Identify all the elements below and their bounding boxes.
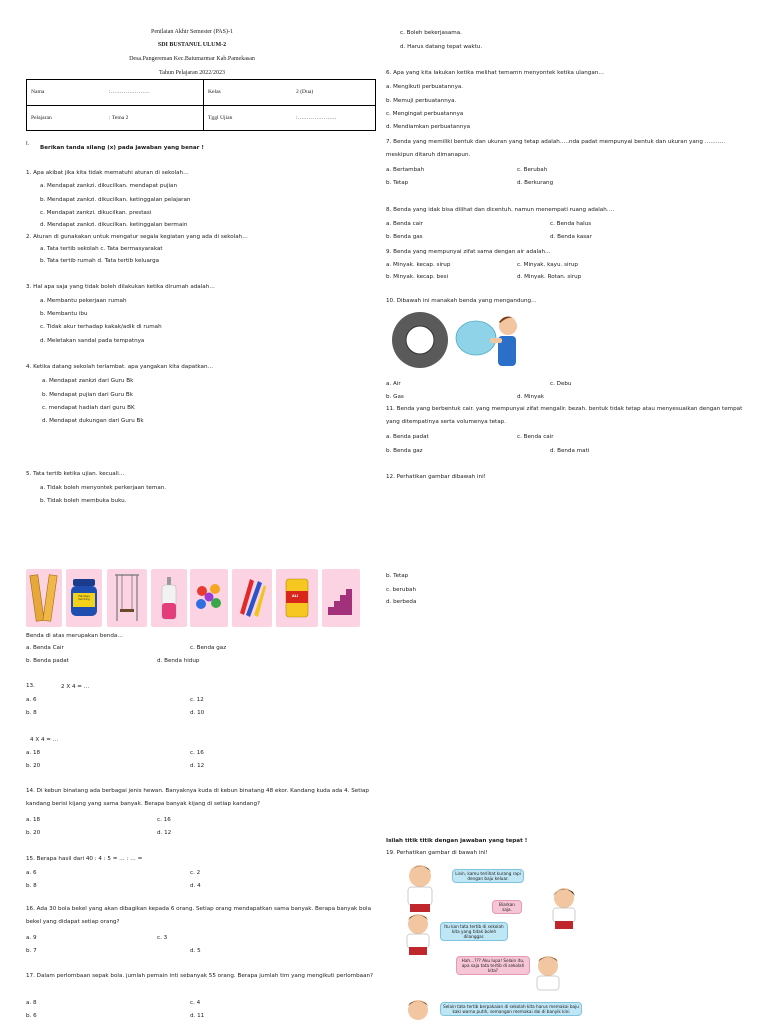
q13b-option-b[interactable]: b. 20 [26,763,41,769]
picture-butter-jar [66,569,102,627]
q10-illustration [386,308,536,374]
tgl-value: :………………… [292,105,376,131]
pictures-caption: Benda di atas merupakan benda… [26,633,123,639]
picture-stairs-block [322,569,360,627]
q6-option-b[interactable]: b. Memuji perbuatannya. [386,98,457,104]
header-address: Desa.Pangereman Kec.Batumarmar Kab.Pamekasan [129,56,255,62]
q16-option-c[interactable]: c. 3 [157,935,168,941]
q15-option-b[interactable]: b. 8 [26,883,37,889]
q19-question: 19. Perhatikan gambar di bawah ini! [386,850,488,856]
q17-option-d[interactable]: d. 11 [190,1013,205,1019]
q17-option-c[interactable]: c. 4 [190,1000,201,1006]
q15-option-a[interactable]: a. 6 [26,870,37,876]
q13b-option-c[interactable]: c. 16 [190,750,204,756]
q11-option-b[interactable]: b. Benda gaz [386,448,423,454]
q17-option-b[interactable]: b. 6 [26,1013,37,1019]
q16-option-b[interactable]: b. 7 [26,948,37,954]
section1-title: Berikan tanda silang (x) pada jawaban yang benar ! [40,145,204,151]
header-line-1: Penilaian Akhir Semester (PAS)-1 [151,29,233,35]
comic-characters-icon [398,860,583,1024]
q14-option-c[interactable]: c. 16 [157,817,171,823]
q12-option-c[interactable]: c. berubah [386,587,416,593]
jar-label: Mentega Kambing [78,595,90,602]
q8-option-b[interactable]: b. Benda gas [386,234,423,240]
q4-option-c[interactable]: c. mendapat hadiah dari guru BK [42,405,135,411]
q15-option-d[interactable]: d. 4 [190,883,201,889]
q3-option-b[interactable]: b. Membantu ibu [40,311,88,317]
q5-option-c[interactable]: c. Boleh bekerjasama. [400,30,462,36]
q7-question: 7. Benda yang memiliki bentuk dan ukuran yang tetap adalah…..nda padat mempunyai bentuk dan ukuran yang ……….. meskipun ditaruh dimanapun. [386,139,726,158]
q5-option-d[interactable]: d. Harus datang tepat waktu. [400,44,483,50]
q10-option-a[interactable]: a. Air [386,381,401,387]
pictures-option-a[interactable]: a. Benda Cair [26,645,64,651]
q5-option-b[interactable]: b. Tidak boleh membuka buku. [40,498,127,504]
student-info-table [26,79,376,131]
picture-wooden-sticks [26,569,62,627]
q8-option-c[interactable]: c. Benda halus [550,221,592,227]
comic-bubble-3: Itu kan tata tertib di sekolah kita yang tidak boleh dilanggar. [440,922,508,941]
q11-option-a[interactable]: a. Benda padat [386,434,429,440]
bottle-icon [151,569,187,627]
q11-option-c[interactable]: c. Benda cair [517,434,554,440]
q12-option-d[interactable]: d. berbeda [386,599,417,605]
q2-options-bd[interactable]: b. Tata tertib rumah d. Tata tertib keluarga [40,258,160,264]
q13-expression: 2 X 4 = … [61,684,90,690]
q6-option-a[interactable]: a. Mengikuti perbuatannya. [386,84,464,90]
wood-sticks-icon [26,569,62,627]
q13b-expression: 4 X 4 = … [30,737,59,743]
stairs-icon [322,569,360,627]
q5-option-a[interactable]: a. Tidak boleh menyontek perkerjaan teman. [40,485,167,491]
can-label: ALI [292,594,299,598]
section1-number: I. [26,141,30,147]
q12-question: 12. Perhatikan gambar dibawah ini! [386,474,486,480]
q13-option-b[interactable]: b. 8 [26,710,37,716]
q2-options-ac[interactable]: a. Tata tertib sekolah c. Tata bermasyarakat [40,246,163,252]
q14-question: 14. Di kebun binatang ada berbagai jenis hewan. Banyaknya kuda di kebun binatang 48 ekor. Kandang kuda ada 4. Setiap kandang berisi kijang yang sama banyak. Berapa banyak kijang di setiap kandang? [26,788,369,807]
pelajaran-value: : Tema 2 [105,105,204,131]
q17-question: 17. Dalam perlombaan sepak bola. jumlah pemain inti sebanyak 55 orang. Berapa jumlah tim yang mengikuti perlombaan? [26,973,374,979]
q6-option-d[interactable]: d. Mendiamkan perbuatannya [386,124,471,130]
q4-option-b[interactable]: b. Mendapat pujian dari Guru Bk [42,392,133,398]
q9-option-d[interactable]: d. Minyak. Rotan. sirup [517,274,582,280]
q13b-option-a[interactable]: a. 18 [26,750,41,756]
q8-question: 8. Benda yang idak bisa dilihat dan dicentuh. namun menempati ruang adalah…. [386,207,615,213]
pictures-option-d[interactable]: d. Benda hidup [157,658,200,664]
q6-option-c[interactable]: c. Mengingat perbuatannya [386,111,464,117]
tgl-label: Tggl Ujian [204,105,293,131]
q16-option-a[interactable]: a. 9 [26,935,37,941]
comic-bubble-5: Selain tata tertib berpakaian di sekolah kita harus memakai baju kaki warna putih, semangan memakai dai di banyik kini [440,1002,582,1016]
q8-option-d[interactable]: d. Benda kasar [550,234,592,240]
q1-option-a[interactable]: a. Mendapat zankzi. dikucilkan. mendapat pujian [40,183,178,189]
kelas-value: 2 (Dua) [292,80,376,106]
q11-question: 11. Benda yang berbentuk cair. yang mempunyai zifat mengalir. bezah. bentuk tidak tetap atau menyesuaikan dengan tempat yang ditempatinya serta volumenya tetap. [386,406,743,425]
q1-option-c[interactable]: c. Mendapat zankzi. dikucilkan. prestasi [40,210,152,216]
q3-question: 3. Hal apa saja yang tidak boleh dilakukan ketika dirumah adalah… [26,284,215,290]
q9-option-c[interactable]: c. Minyak. kayu. sirup [517,262,578,268]
pelajaran-label: Pelajaran [27,105,106,131]
q8-option-a[interactable]: a. Benda cair [386,221,423,227]
q17-option-a[interactable]: a. 8 [26,1000,37,1006]
q14-option-b[interactable]: b. 20 [26,830,41,836]
comic-bubble-2: Biarkan saja. [492,900,522,914]
q13-option-c[interactable]: c. 12 [190,697,204,703]
q6-question: 6. Apa yang kita lakukan ketika melihat temamn menyontek ketika ulangan… [386,70,604,76]
pictures-option-c[interactable]: c. Benda gaz [190,645,227,651]
comic-bubble-1: Lisin, kamu terlihat kurang rapi dengan baju keluar. [452,869,524,883]
q12-option-b[interactable]: b. Tetap [386,573,409,579]
q1-option-d[interactable]: d. Mendapat zankzi. dikucilkan. ketinggalan bermain [40,222,188,228]
q10-option-c[interactable]: c. Debu [550,381,572,387]
q10-question: 10. Dibawah ini manakah benda yang mengandung… [386,298,537,304]
kelas-label: Kelas [204,80,293,106]
q7-option-c[interactable]: c. Berubah [517,167,548,173]
section2-title: Isilah titik titik dengan jawaban yang tepat ! [386,838,528,844]
header-school-name: SDI BUSTANUL ULUM-2 [157,42,227,48]
q15-question: 15. Berapa hasil dari 40 : 4 : 5 = … : … = [26,856,143,862]
q14-option-d[interactable]: d. 12 [157,830,172,836]
q3-option-a[interactable]: a. Membantu pekerjaan rumah [40,298,127,304]
picture-ribbons [232,569,272,627]
can-icon [276,569,318,627]
q16-option-d[interactable]: d. 5 [190,948,201,954]
q13-option-a[interactable]: a. 6 [26,697,37,703]
q14-option-a[interactable]: a. 18 [26,817,41,823]
q9-option-a[interactable]: a. Minyak. kecap. sirup [386,262,451,268]
ribbon-icon [232,569,272,627]
q7-option-b[interactable]: b. Tetap [386,180,409,186]
picture-colored-balls [190,569,228,627]
q10-option-d[interactable]: d. Minyak [517,394,545,400]
q7-option-a[interactable]: a. Bertambah [386,167,425,173]
q2-question: 2. Aturan di gunakakan untuk mengatur segala kegiatan yang ada di sekolah… [26,234,248,240]
comic-bubble-4: Hah…??? Aku lupa! Selain itu, apa saja tata tertib di sekolah kita? [456,956,530,975]
q7-option-d[interactable]: d. Berkurang [517,180,554,186]
q13-number: 13. [26,683,35,689]
q13b-option-d[interactable]: d. 12 [190,763,205,769]
header-year: Tahun Pelajaran 2022/2023 [159,70,225,76]
tire-and-balloon-icon [386,308,536,374]
q13-option-d[interactable]: d. 10 [190,710,205,716]
q3-option-c[interactable]: c. Tidak akur terhadap kakak/adik di rumah [40,324,162,330]
swing-icon [107,569,147,627]
q16-question: 16. Ada 30 bola bekel yang akan dibagikan kepada 6 orang. Setiap orang mendapatkan sama banyak. Berapa banyak bola bekel yang didapat setiap orang? [26,906,372,925]
nama-value: :………………… [105,80,204,106]
picture-can [276,569,318,627]
q1-option-b[interactable]: b. Mendapat zankzi. dikucilkan. ketinggalan pelajaran [40,197,191,203]
nama-label: Nama [27,80,106,106]
q9-question: 9. Benda yang mempunyai zifat sama dengan air adalah… [386,249,551,255]
picture-swing [107,569,147,627]
balls-icon [190,569,228,627]
q10-option-b[interactable]: b. Gas [386,394,404,400]
q19-comic [398,860,583,1024]
q4-option-d[interactable]: d. Mendapat dukungan dari Guru Bk [42,418,144,424]
q9-option-b[interactable]: b. Minyak. kecap. besi [386,274,449,280]
q4-question: 4. Ketika datang sekolah terlambat. apa yangakan kita dapatkan… [26,364,214,370]
q3-option-d[interactable]: d. Meletakan sandal pada tempatnya [40,338,145,344]
pictures-option-b[interactable]: b. Benda padat [26,658,69,664]
q4-option-a[interactable]: a. Mendapat zankzi dari Guru Bk [42,378,134,384]
q5-question: 5. Tata tertib ketika ujian. kecuali… [26,471,125,477]
q15-option-c[interactable]: c. 2 [190,870,201,876]
q1-question: 1. Apa akibat jika kita tidak mematuhi aturan di sekolah… [26,170,189,176]
picture-soap-bottle [151,569,187,627]
q11-option-d[interactable]: d. Benda mati [550,448,590,454]
